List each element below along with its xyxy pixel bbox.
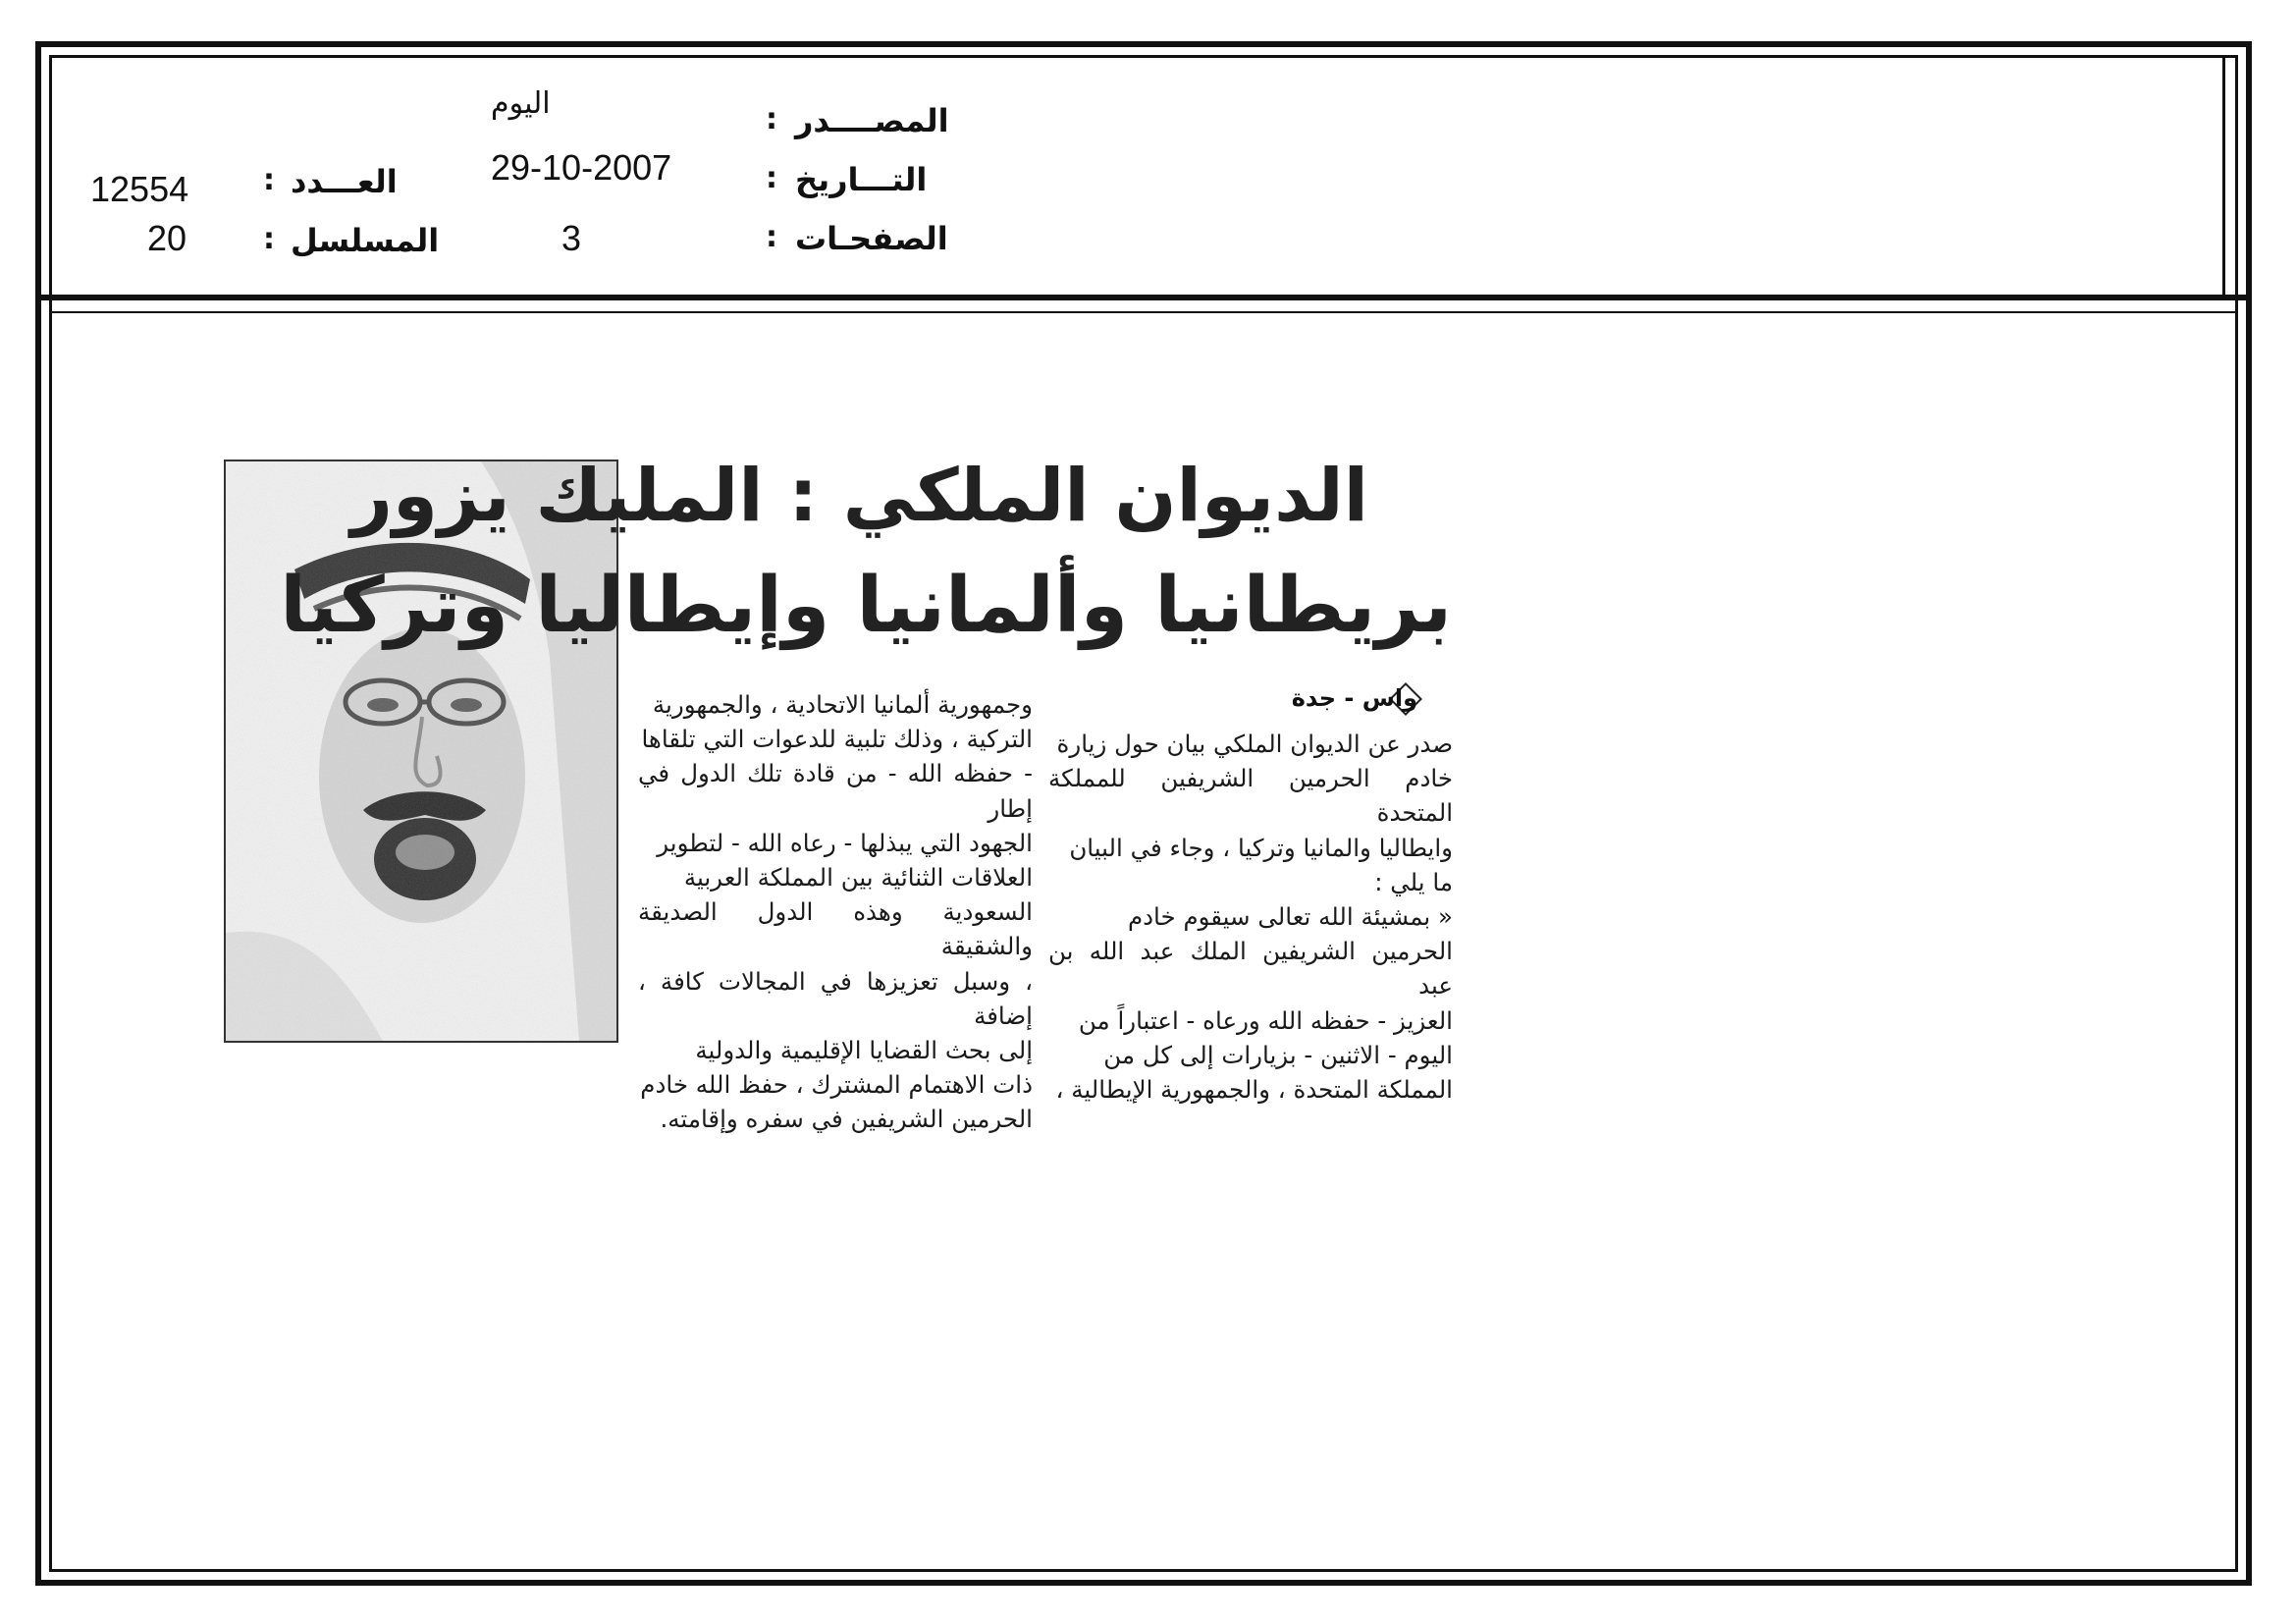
text-line: - حفظه الله - من قادة تلك الدول في إطار bbox=[638, 759, 1033, 823]
header-divider-thin bbox=[49, 311, 2238, 313]
text-line: وجمهورية ألمانيا الاتحادية ، والجمهورية bbox=[652, 690, 1033, 719]
text-line: الحرمين الشريفين في سفره وإقامته. bbox=[660, 1105, 1033, 1134]
pages-colon: : bbox=[766, 220, 777, 254]
article-column-left bbox=[638, 687, 1033, 1137]
issue-label: العـــدد bbox=[291, 163, 398, 200]
pages-label: الصفحـات bbox=[795, 220, 948, 257]
header-divider bbox=[41, 295, 2252, 300]
issue-value: 12554 bbox=[90, 169, 189, 209]
pages-value: 3 bbox=[561, 218, 582, 258]
text-line: الجهود التي يبذلها - رعاه الله - لتطوير bbox=[657, 828, 1033, 857]
serial-colon: : bbox=[263, 222, 275, 256]
text-line: إلى بحث القضايا الإقليمية والدولية bbox=[695, 1036, 1033, 1065]
text-line: العزيز - حفظه الله ورعاه - اعتباراً من bbox=[1078, 1005, 1453, 1035]
header-right-rule bbox=[2222, 55, 2225, 300]
serial-label: المسلسل bbox=[291, 222, 440, 259]
text-line: صدر عن الديوان الملكي بيان حول زيارة bbox=[1056, 730, 1453, 758]
source-label: المصــــدر bbox=[795, 102, 949, 139]
headline-line-2: بريطانيا وألمانيا وإيطاليا وتركيا bbox=[280, 562, 1452, 650]
text-line: المملكة المتحدة ، والجمهورية الإيطالية ، bbox=[1055, 1075, 1453, 1105]
text-line: « بمشيئة الله تعالى سيقوم خادم bbox=[1127, 902, 1453, 932]
text-line: ذات الاهتمام المشترك ، حفظ الله خادم bbox=[640, 1070, 1033, 1100]
portrait-photo bbox=[224, 460, 618, 1043]
serial-value: 20 bbox=[147, 218, 187, 258]
source-value: اليوم bbox=[491, 86, 551, 121]
source-colon: : bbox=[766, 102, 777, 136]
byline: واس - جدة bbox=[1291, 684, 1417, 712]
text-line: خادم الحرمين الشريفين للمملكة المتحدة bbox=[1048, 764, 1453, 828]
headline-line-1: الديوان الملكي : المليك يزور bbox=[350, 454, 1368, 538]
text-line: التركية ، وذلك تلبية للدعوات التي تلقاها bbox=[641, 725, 1033, 754]
date-colon: : bbox=[766, 161, 777, 195]
text-line: الحرمين الشريفين الملك عبد الله بن عبد bbox=[1048, 937, 1453, 1001]
text-line: ، وسبل تعزيزها في المجالات كافة ، إضافة bbox=[638, 966, 1033, 1030]
text-line: وايطاليا والمانيا وتركيا ، وجاء في البيان bbox=[1069, 833, 1453, 862]
text-line: العلاقات الثنائية بين المملكة العربية bbox=[683, 863, 1033, 893]
article-column-right bbox=[1048, 727, 1453, 1107]
date-label: التـــاريخ bbox=[795, 161, 928, 198]
portrait-icon bbox=[226, 461, 616, 1041]
issue-colon: : bbox=[263, 163, 275, 197]
date-value: 29-10-2007 bbox=[491, 147, 672, 188]
text-line: السعودية وهذه الدول الصديقة والشقيقة bbox=[638, 897, 1033, 961]
text-line: اليوم - الاثنين - بزيارات إلى كل من bbox=[1103, 1040, 1453, 1069]
text-line: ما يلي : bbox=[1374, 867, 1453, 896]
